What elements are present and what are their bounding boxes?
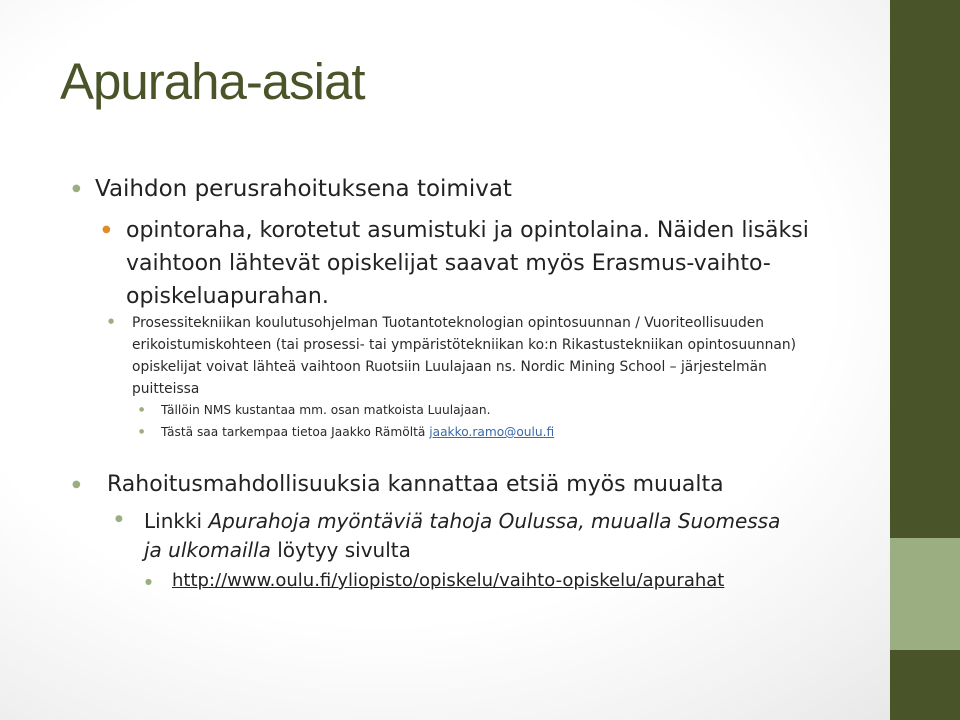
bullet-text: löytyy sivulta: [270, 538, 411, 562]
bullet-text: puitteissa: [132, 381, 200, 397]
bullet-text: opiskeluapurahan.: [126, 284, 329, 309]
bullet-dot-icon: ●: [139, 428, 145, 435]
bullet-text-row: [144, 538, 411, 562]
decor-stripe-light: [890, 538, 960, 650]
link-title-text: ja ulkomailla: [144, 538, 271, 562]
bullet-text: opiskelijat voivat lähteä vaihtoon Ruotsiin Luulajaan ns. Nordic Mining School – järjestelmän: [132, 359, 767, 375]
bullet-dot-icon: ●: [115, 514, 123, 524]
bullet-text: Tästä saa tarkempaa tietoa Jaakko Rämöltä: [161, 425, 430, 439]
bullet-dot-icon: ●: [145, 577, 152, 586]
bullet-dot-icon: ●: [72, 183, 81, 194]
email-link[interactable]: jaakko.ramo@oulu.fi: [429, 425, 555, 439]
bullet-text-row: [161, 425, 554, 439]
bullet-text: Tällöin NMS kustantaa mm. osan matkoista Luulajaan.: [161, 403, 491, 417]
bullet-text: erikoistumiskohteen (tai prosessi- tai ympäristötekniikan ko:n Rikastustekniikan opintosuunnan): [132, 337, 797, 353]
bullet-text: opintoraha, korotetut asumistuki ja opintolaina. Näiden lisäksi: [126, 218, 809, 243]
bullet-text-row: [144, 509, 780, 533]
bullet-dot-icon: ●: [102, 224, 111, 235]
bullet-text: Linkki: [144, 509, 209, 533]
slide-title: Apuraha-asiat: [60, 53, 365, 110]
bullet-text: Rahoitusmahdollisuuksia kannattaa etsiä myös muualta: [107, 472, 724, 497]
bullet-dot-icon: ●: [72, 479, 81, 490]
bullet-dot-icon: ●: [139, 406, 145, 413]
bullet-dot-icon: ●: [108, 317, 115, 325]
link-title-text: Apurahoja myöntäviä tahoja Oulussa, muualla Suomessa: [208, 509, 781, 533]
bullet-text: Vaihdon perusrahoituksena toimivat: [95, 176, 512, 202]
bullet-text: Prosessitekniikan koulutusohjelman Tuotantoteknologian opintosuunnan / Vuoriteollisuuden: [132, 315, 764, 331]
bullet-text: vaihtoon lähtevät opiskelijat saavat myös Erasmus-vaihto-: [126, 251, 771, 276]
apurahat-link[interactable]: http://www.oulu.fi/yliopisto/opiskelu/vaihto-opiskelu/apurahat: [172, 570, 725, 591]
